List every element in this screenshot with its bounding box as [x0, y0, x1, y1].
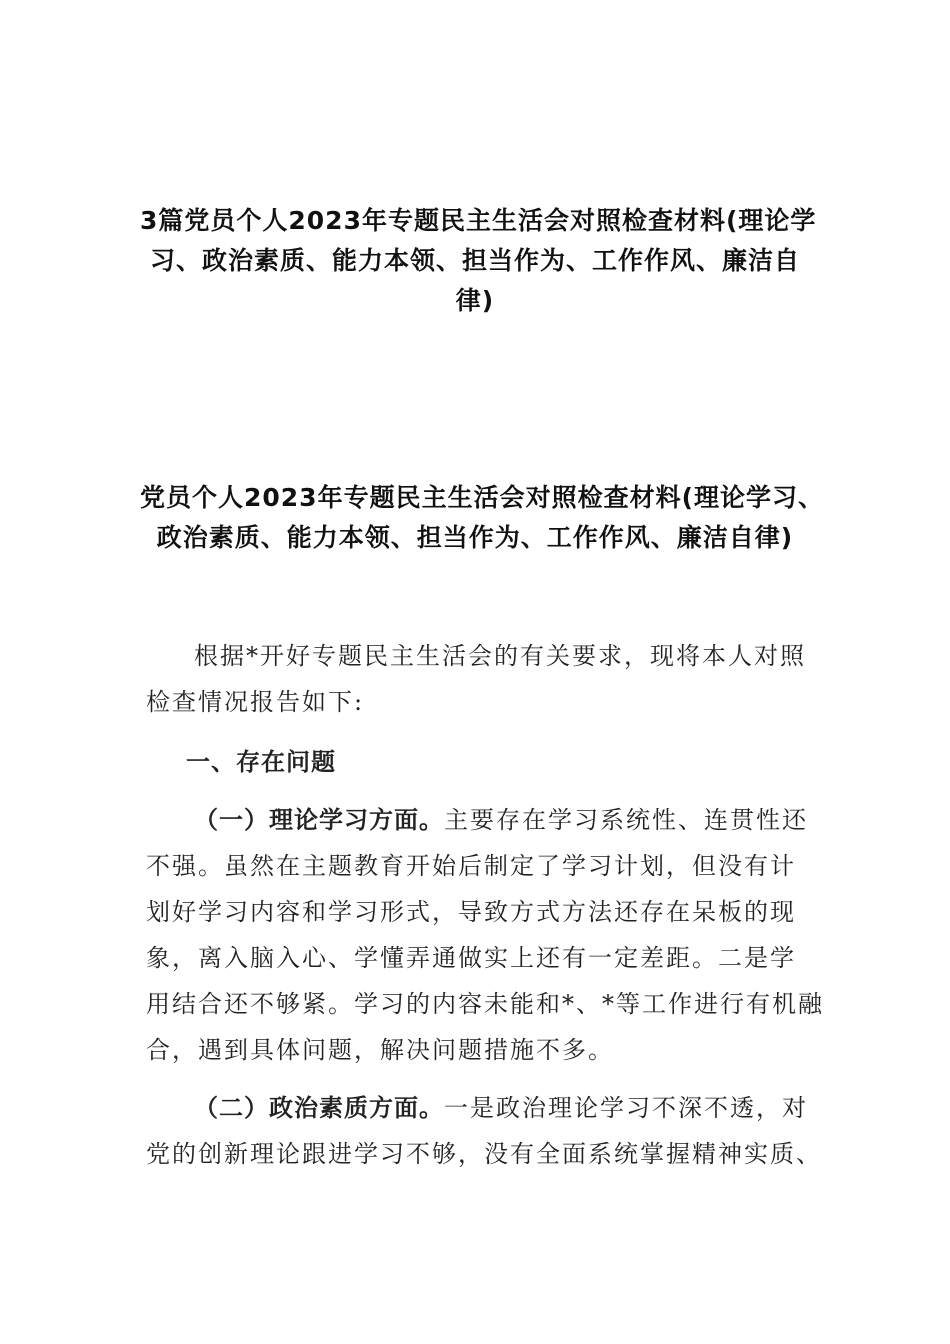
paragraph-line: 不强。虽然在主题教育开始后制定了学习计划，但没有计: [146, 852, 796, 880]
item-label: （二）政治素质方面。: [194, 1094, 444, 1122]
paragraph-text: 一是政治理论学习不深不透，对: [444, 1094, 808, 1122]
title-line: 律): [455, 286, 495, 315]
title-line: 3篇党员个人2023年专题民主生活会对照检查材料(理论学: [140, 206, 817, 235]
document-title: [140, 201, 817, 321]
title-line: 习、政治素质、能力本领、担当作为、工作作风、廉洁自: [149, 246, 800, 275]
paragraph-first-line: [146, 797, 806, 843]
section-heading: 一、存在问题: [186, 748, 336, 776]
paragraph-line: 象，离入脑入心、学懂弄通做实上还有一定差距。二是学: [146, 944, 796, 972]
paragraph-line: 划好学习内容和学习形式，导致方式方法还存在呆板的现: [146, 898, 796, 926]
section-title: [140, 478, 825, 558]
paragraph-first-line: [146, 1085, 806, 1131]
paragraph-line: 合，遇到具体问题，解决问题措施不多。: [146, 1036, 614, 1064]
subtitle-line: 党员个人2023年专题民主生活会对照检查材料(理论学习、: [140, 483, 825, 512]
item-label: （一）理论学习方面。: [194, 806, 444, 834]
subtitle-line: 政治素质、能力本领、担当作为、工作作风、廉洁自律): [156, 523, 794, 552]
intro-line: 根据*开好专题民主生活会的有关要求，现将本人对照: [194, 642, 806, 670]
body-text: [146, 633, 824, 1177]
paragraph-text: 主要存在学习系统性、连贯性还: [444, 806, 808, 834]
intro-line: 检查情况报告如下:: [146, 688, 365, 716]
paragraph-line: 党的创新理论跟进学习不够，没有全面系统掌握精神实质、: [146, 1140, 822, 1168]
paragraph-line: 用结合还不够紧。学习的内容未能和*、*等工作进行有机融: [146, 990, 824, 1018]
